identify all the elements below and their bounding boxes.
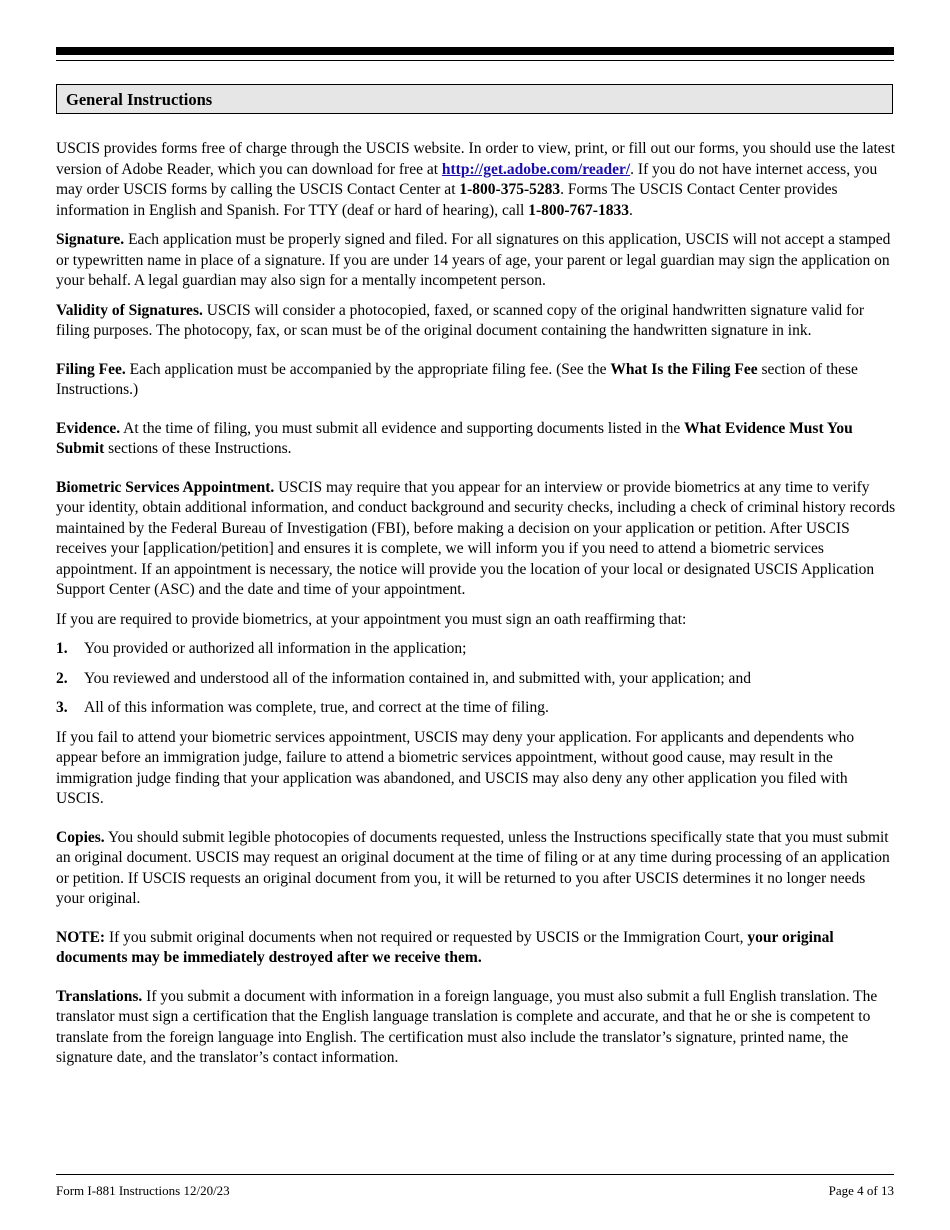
evidence-section-ref: What Evidence Must You Submit [56,419,853,457]
copies-heading: Copies. [56,828,105,846]
section-title: General Instructions [56,84,893,114]
validity-heading: Validity of Signatures. [56,301,203,319]
list-number: 1. [56,640,68,657]
intro-text-4: . [628,201,633,219]
note-heading: NOTE: [56,928,106,946]
list-number: 2. [56,669,68,687]
translations-heading: Translations. [56,987,143,1005]
copies-paragraph [56,828,896,910]
header-thin-rule [56,60,894,61]
intro-paragraph [56,139,896,221]
list-item-text: You reviewed and understood all of the information contained in, and submitted with, your application; and [84,669,751,687]
evidence-text-2: sections of these Instructions. [104,440,292,457]
biometric-heading: Biometric Services Appointment. [56,478,275,496]
copies-text: You should submit legible photocopies of documents requested, unless the Instructions specifically state that you must submit an original document. USCIS may request an original document at the time of filing or at any time during processing of an application or petition. If USCIS requests an original document from you, it will be returned to you after USCIS determines it no longer needs your original. [56,828,890,907]
instructions-body [56,139,896,1069]
oath-list-item [56,698,896,719]
note-paragraph [56,928,896,969]
signature-text: Each application must be properly signed and filed. For all signatures on this application, USCIS will not accept a stamped or typewritten name in place of a signature. If you are under 14 years of age, your parent or legal guardian may sign the application on your behalf. A legal guardian may also sign for a mentally incompetent person. [56,231,891,289]
filing-fee-text-2: section of these Instructions.) [56,360,858,398]
list-item-text: All of this information was complete, true, and correct at the time of filing. [84,699,549,716]
footer-page-number: Page 4 of 13 [828,1183,894,1198]
evidence-text-1: At the time of filing, you must submit all evidence and supporting documents listed in the [120,419,685,437]
footer-form-label: Form I-881 Instructions 12/20/23 [56,1183,230,1198]
adobe-reader-link[interactable]: http://get.adobe.com/reader/ [441,160,631,178]
intro-text-2: . If you do not have internet access, you may order USCIS forms by calling the USCIS Contact Center at [56,160,878,198]
validity-text: USCIS will consider a photocopied, faxed, or scanned copy of the original handwritten signature valid for filing purposes. The photocopy, fax, or scan must be of the original document containing the handwritten signature in ink. [56,301,865,339]
contact-center-phone: 1-800-375-5283 [459,181,561,198]
filing-fee-section-ref: What Is the Filing Fee [610,360,758,378]
intro-text-1: USCIS provides forms free of charge through the USCIS website. In order to view, print, or fill out our forms, you should use the latest version of Adobe Reader, which you can download for free at [56,140,896,178]
signature-heading: Signature. [56,231,125,248]
biometric-failure-paragraph: If you fail to attend your biometric services appointment, USCIS may deny your application. For applicants and dependents who appear before an immigration judge, failure to attend a biometric services appointment, without good cause, may result in the immigration judge finding that your application was abandoned, and USCIS may also deny any other application you filed with USCIS. [56,728,855,807]
translations-paragraph [56,987,896,1069]
header-thick-rule [56,47,894,55]
list-number: 3. [56,699,68,716]
filing-fee-text-1: Each application must be accompanied by the appropriate filing fee. (See the [125,360,611,378]
biometric-paragraph [56,478,896,601]
validity-paragraph [56,301,896,342]
filing-fee-heading: Filing Fee. [56,360,126,378]
tty-phone: 1-800-767-1833 [528,201,629,219]
footer-rule [56,1174,894,1175]
filing-fee-paragraph [56,360,896,401]
note-warning: your original documents may be immediately destroyed after we receive them. [56,928,834,966]
translations-text: If you submit a document with information in a foreign language, you must also submit a full English translation. The translator must sign a certification that the English language translation is complete and accurate, and that he or she is competent to translate from the foreign language into English. The certification must also include the translator’s signature, printed name, the signature date, and the translator’s contact information. [56,987,878,1066]
biometric-text: USCIS may require that you appear for an interview or provide biometrics at any time to verify your identity, obtain additional information, and conduct background and security checks, including a check of criminal history records maintained by the Federal Bureau of Investigation (FBI), before making a decision on your application or petition. After USCIS receives your [application/petition] and ensures it is complete, we will inform you if you need to attend a biometric services appointment. If an appointment is necessary, the notice will provide you the location of your local or designated USCIS Application Support Center (ASC) and the date and time of your appointment. [56,478,896,598]
oath-intro: If you are required to provide biometrics, at your appointment you must sign an oath reaffirming that: [56,610,687,628]
evidence-paragraph [56,419,896,460]
note-text: If you submit original documents when not required or requested by USCIS or the Immigration Court, [105,928,748,946]
evidence-heading: Evidence. [56,419,121,437]
oath-list-item [56,639,896,660]
signature-paragraph [56,230,896,292]
oath-list-item [56,669,896,690]
intro-text-3: . Forms The USCIS Contact Center provides information in English and Spanish. For TTY (deaf or hard of hearing), call [56,181,838,219]
list-item-text: You provided or authorized all information in the application; [84,640,467,657]
